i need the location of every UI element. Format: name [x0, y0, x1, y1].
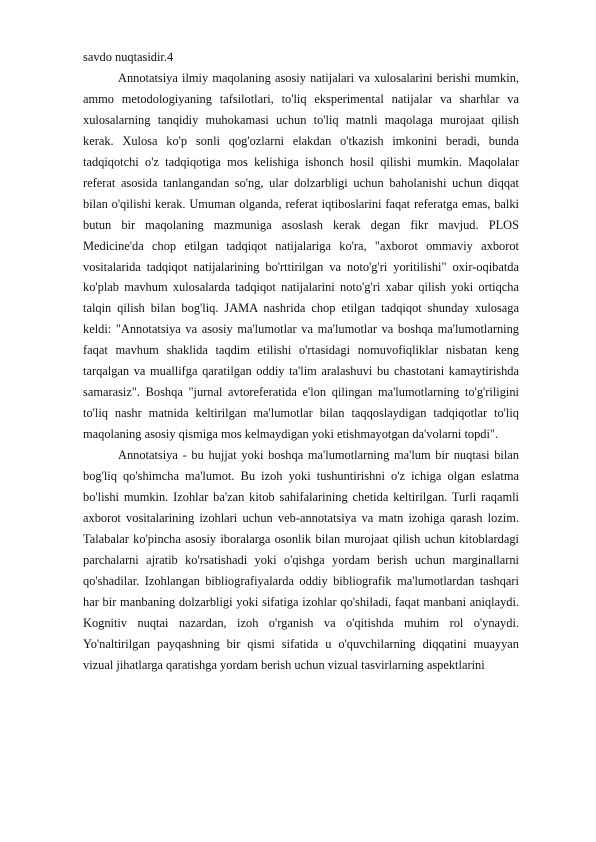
document-page: [83, 47, 519, 676]
paragraph-annotation-results: Annotatsiya ilmiy maqolaning asosiy natijalari va xulosalarini berishi mumkin, ammo metodologiyaning tafsilotlari, to'liq eksperimental natijalar va sharhlar va xulosalarning tanqidiy muhokamasi uchun to'liq matnli maqolaga murojaat qilish kerak. Xulosa ko'p sonli qog'ozlarni elakdan o'tkazish imkonini beradi, bunda tadqiqotchi o'z tadqiqotiga mos kelishiga ishonch hosil qilishi mumkin. Maqolalar referat asosida tanlangandan so'ng, ular dolzarbligi uchun baholanishi uchun diqqat bilan o'qilishi kerak. Umuman olganda, referat iqtiboslarini faqat referatga emas, balki butun bir maqolaning mazmuniga asoslash kerak degan fikr mavjud. PLOS Medicine'da chop etilgan tadqiqot natijalariga ko'ra, "axborot ommaviy axborot vositalarida tadqiqot natijalarining bo'rttirilgan va noto'g'ri yoritilishi" oxir-oqibatda ko'plab mavhum xulosalarda tadqiqot natijalarini noto'g'ri xabar qilish yoki ortiqcha talqin qilish bilan bog'liq. JAMA nashrida chop etilgan tadqiqot shunday xulosaga keldi: "Annotatsiya va asosiy ma'lumotlar va ma'lumotlar va boshqa ma'lumotlarning faqat mavhum shaklida taqdim etilishi o'rtasidagi nomuvofiqliklar nisbatan keng tarqalgan va muallifga qaratilgan oddiy ta'lim aralashuvi bu chastotani kamaytirishda samarasiz". Boshqa "jurnal avtoreferatida e'lon qilingan ma'lumotlarning to'g'riligini to'liq nashr matnida keltirilgan ma'lumotlar bilan taqqoslaydigan tadqiqotlar to'liq maqolaning asosiy qismiga mos kelmaydigan yoki etishmayotgan da'volarni topdi".: [83, 70, 519, 442]
paragraph-annotation-definition: Annotatsiya - bu hujjat yoki boshqa ma'lumotlarning ma'lum bir nuqtasi bilan bog'liq qo'shimcha ma'lumot. Bu izoh yoki tushuntirishni o'z ichiga olgan eslatma bo'lishi mumkin. Izohlar ba'zan kitob sahifalarining chetida keltirilgan. Turli raqamli axborot vositalarining izohlari uchun veb-annotatsiya va matn izohiga qarash lozim. Talabalar ko'pincha asosiy iboralarga osonlik bilan murojaat qilish uchun kitoblardagi parchalarni ajratib ko'rsatishadi yoki o'qishga yordam berish uchun marginallarni qo'shadilar. Izohlangan bibliografiyalarda oddiy bibliografik ma'lumotlardan tashqari har bir manbaning dolzarbligi yoki sifatiga izohlar qo'shiladi, faqat manbani aniqlaydi. Kognitiv nuqtai nazardan, izoh o'rganish va o'qitishda muhim rol o'ynaydi. Yo'naltirilgan payqashning bir qismi sifatida u o'quvchilarning diqqatini muayyan vizual jihatlarga qaratishga yordam berish uchun vizual tasvirlarning aspektlarini: [83, 448, 519, 672]
paragraph-continuation: savdo nuqtasidir.4: [83, 50, 174, 64]
